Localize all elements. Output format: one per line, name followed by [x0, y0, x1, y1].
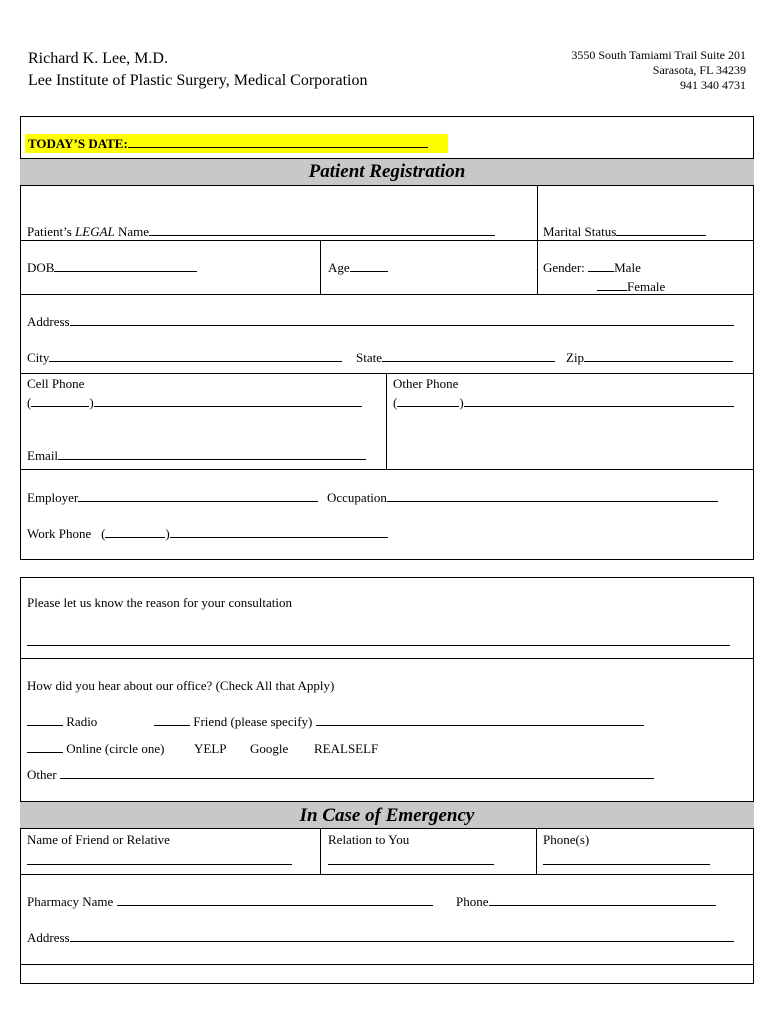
emergency-relation-line[interactable] [328, 864, 494, 865]
city-field[interactable] [27, 350, 342, 366]
gender-label: Gender: [543, 260, 585, 275]
pharmacy-phone-label: Phone [456, 894, 489, 909]
emergency-title: In Case of Emergency [299, 805, 475, 826]
paren-close: ) [459, 395, 464, 410]
work-phone-label: Work Phone [27, 526, 92, 541]
female-checkbox-line[interactable] [597, 279, 627, 291]
legal-name-emphasis: LEGAL [75, 224, 115, 239]
radio-check-line[interactable] [27, 714, 63, 726]
pharmacy-phone-line[interactable] [489, 894, 716, 906]
divider [20, 469, 754, 470]
divider [20, 874, 754, 875]
paren-open: ( [393, 395, 398, 410]
other-phone-field[interactable] [393, 395, 734, 411]
cell-number-line[interactable] [94, 395, 362, 407]
dob-field[interactable] [27, 260, 197, 276]
doctor-name: Richard K. Lee, M.D. [28, 50, 168, 67]
zip-field[interactable] [566, 350, 733, 366]
todays-date-line[interactable] [128, 136, 428, 148]
age-label: Age [328, 260, 350, 275]
female-option: Female [627, 279, 666, 294]
other-source-field[interactable] [27, 767, 654, 783]
employer-field[interactable] [27, 490, 318, 506]
pharmacy-phone-field[interactable] [456, 894, 716, 910]
pharmacy-address-line[interactable] [70, 930, 734, 942]
divider [386, 373, 387, 470]
divider [20, 964, 754, 965]
legal-name-label-suffix: Name [114, 224, 150, 239]
paren-open: ( [101, 526, 106, 541]
city-line[interactable] [49, 350, 342, 362]
divider [20, 658, 754, 659]
emergency-relation-label: Relation to You [328, 832, 410, 847]
registration-title: Patient Registration [308, 161, 466, 182]
occupation-line[interactable] [387, 490, 718, 502]
practice-address [571, 48, 746, 93]
yelp-option[interactable]: YELP [194, 741, 227, 756]
divider [20, 240, 754, 241]
city-label: City [27, 350, 50, 365]
address-label: Address [27, 314, 70, 329]
paren-open: ( [27, 395, 32, 410]
male-checkbox-line[interactable] [588, 260, 614, 272]
paren-close: ) [165, 526, 170, 541]
hear-prompt: How did you hear about our office? (Check All that Apply) [27, 678, 335, 693]
reason-answer-line[interactable] [27, 645, 730, 646]
pharmacy-address-label: Address [27, 930, 70, 945]
address-line[interactable] [70, 314, 734, 326]
address-line-1: 3550 South Tamiami Trail Suite 201 [571, 48, 746, 62]
address-line-2: Sarasota, FL 34239 [652, 63, 746, 77]
marital-status-field[interactable] [543, 224, 706, 240]
cell-area-code-line[interactable] [31, 395, 89, 407]
email-field[interactable] [27, 448, 366, 464]
friend-label: Friend (please specify) [193, 714, 313, 729]
google-option[interactable]: Google [250, 741, 289, 756]
other-source-line[interactable] [60, 767, 654, 779]
email-label: Email [27, 448, 59, 463]
online-option[interactable] [27, 741, 164, 757]
emergency-phones-label: Phone(s) [543, 832, 590, 847]
registration-title-band [20, 158, 754, 186]
other-area-code-line[interactable] [397, 395, 459, 407]
legal-name-line[interactable] [149, 224, 495, 236]
state-field[interactable] [356, 350, 555, 366]
emergency-phones-line[interactable] [543, 864, 710, 865]
legal-name-field[interactable] [27, 224, 495, 240]
realself-option[interactable]: REALSELF [314, 741, 379, 756]
institute-name: Lee Institute of Plastic Surgery, Medical Corporation [28, 72, 368, 89]
friend-specify-line[interactable] [316, 714, 644, 726]
pharmacy-name-field[interactable] [27, 894, 433, 910]
divider [536, 829, 537, 874]
other-phone-label: Other Phone [393, 376, 459, 391]
emergency-title-band [20, 801, 754, 829]
paren-close: ) [89, 395, 94, 410]
divider [320, 240, 321, 295]
practice-header [28, 48, 367, 92]
male-option: Male [614, 260, 641, 275]
radio-label: Radio [66, 714, 98, 729]
age-field[interactable] [328, 260, 388, 276]
radio-option[interactable] [27, 714, 97, 730]
online-check-line[interactable] [27, 741, 63, 753]
pharmacy-address-field[interactable] [27, 930, 734, 946]
practice-phone: 941 340 4731 [680, 78, 746, 92]
legal-name-label: Patient’s [27, 224, 76, 239]
address-field[interactable] [27, 314, 734, 330]
divider [20, 373, 754, 374]
other-label: Other [27, 767, 57, 782]
dob-line[interactable] [54, 260, 197, 272]
zip-line[interactable] [584, 350, 733, 362]
friend-check-line[interactable] [154, 714, 190, 726]
pharmacy-name-line[interactable] [117, 894, 433, 906]
pharmacy-name-label: Pharmacy Name [27, 894, 114, 909]
age-line[interactable] [350, 260, 388, 272]
todays-date-field[interactable] [28, 136, 428, 152]
email-line[interactable] [58, 448, 366, 460]
female-option-field[interactable] [597, 279, 665, 295]
work-phone-field[interactable] [27, 526, 388, 542]
state-line[interactable] [382, 350, 555, 362]
cell-phone-field[interactable] [27, 395, 362, 411]
todays-date-label: TODAY’S DATE: [28, 136, 128, 151]
other-number-line[interactable] [464, 395, 734, 407]
reason-prompt: Please let us know the reason for your consultation [27, 595, 292, 610]
work-number-line[interactable] [170, 526, 388, 538]
occupation-field[interactable] [327, 490, 718, 506]
marital-status-line[interactable] [616, 224, 706, 236]
employer-label: Employer [27, 490, 79, 505]
occupation-label: Occupation [327, 490, 387, 505]
employer-line[interactable] [78, 490, 318, 502]
cell-phone-label: Cell Phone [27, 376, 85, 391]
divider [320, 829, 321, 874]
work-area-code-line[interactable] [105, 526, 165, 538]
emergency-name-line[interactable] [27, 864, 292, 865]
dob-label: DOB [27, 260, 55, 275]
marital-status-label: Marital Status [543, 224, 617, 239]
zip-label: Zip [566, 350, 585, 365]
emergency-name-label: Name of Friend or Relative [27, 832, 170, 847]
friend-option[interactable] [154, 714, 644, 730]
gender-field[interactable] [543, 260, 641, 276]
online-label: Online (circle one) [66, 741, 165, 756]
state-label: State [356, 350, 382, 365]
